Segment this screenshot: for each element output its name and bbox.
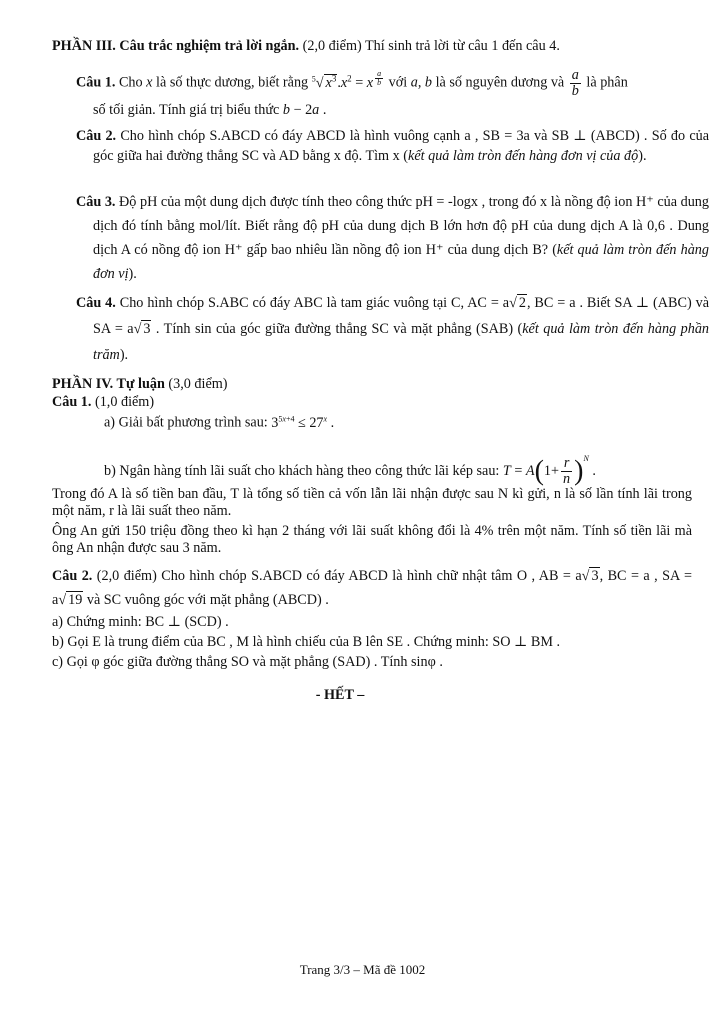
c1-paragraph-1: Trong đó A là số tiền ban đầu, T là tổng số tiền cả vốn lẫn lãi nhận được sau N kì gửi, n là số lần tính lãi trong một năm, r là lãi suất theo năm. — [52, 486, 692, 519]
q1-text: là số thực dương, biết rằng — [152, 74, 312, 91]
part3-question-2 — [76, 126, 709, 166]
c2-label: Câu 2. — [52, 568, 93, 584]
part4-heading-bold: PHẦN IV. Tự luận — [52, 376, 165, 392]
c1-points: (1,0 điểm) — [91, 394, 155, 410]
c1a-text: a) Giải bất phương trình sau: — [104, 414, 272, 431]
q4-text: . Tính sin của góc giữa đường thẳng SC và mặt phẳng (SAB) ( — [151, 321, 523, 337]
q3-text: Độ pH của một dung dịch được tính theo công thức pH = -logx , trong đó x là nồng độ ion H⁺ của dung dịch đó tính bằng mol/lít. Biết rằng độ pH của dung dịch B lớn hơn độ pH của dung dịch A là 0,6 . Dung dịch A có nồng độ ion H⁺ gấp bao nhiêu lần nồng độ ion H⁺ của dung dịch B? ( — [93, 194, 709, 258]
q4-text: , BC = a . Biết SA ⊥ (ABC) và SA = a — [93, 295, 709, 337]
q1-text: là số nguyên dương và — [432, 74, 568, 91]
q1-text: là phân — [582, 74, 628, 91]
c1a-formula: $3^{5x+4} \le 27^x$ . — [271, 414, 335, 431]
page-footer: Trang 3/3 – Mã đề 1002 — [299, 962, 426, 977]
end-mark: - HẾT – — [315, 687, 365, 703]
c2-part-c: c) Gọi φ góc giữa đường thẳng SO và mặt phẳng (SAD) . Tính sinφ . — [52, 654, 443, 670]
q2-label: Câu 2. — [76, 128, 117, 144]
part3-question-1: Câu 1. Cho x là số thực dương, biết rằng $^5$√ $x^3.x^2 = x$ $^{\frac{a}{b}}$ với a, b là số nguyên dương và $\frac{a}{b}$ là phân số tối giản. Tính giá trị biểu thức b − 2a . — [76, 67, 628, 118]
q1-text: số tối giản. Tính giá trị biểu thức — [93, 102, 283, 118]
part4-heading — [52, 376, 692, 394]
c2-part-a: a) Chứng minh: BC ⊥ (SCD) . — [52, 614, 229, 630]
c2-part-b: b) Gọi E là trung điểm của BC , M là hình chiếu của B lên SE . Chứng minh: SO ⊥ BM . — [52, 634, 561, 650]
q2-italic-note: kết quả làm tròn đến hàng đơn vị của độ — [408, 148, 639, 164]
q3-italic-note: kết quả làm tròn đến hàng đơn vị — [93, 242, 709, 282]
q4-italic-note: kết quả làm tròn đến hàng phần trăm — [93, 321, 710, 363]
c1-part-a — [104, 414, 725, 432]
q2-end: ). — [638, 148, 647, 164]
c1b-text: b) Ngân hàng tính lãi suất cho khách hàng theo công thức lãi kép sau: — [104, 463, 503, 479]
q1-formula: $^5$√ $x^3.x^2 = x$ $^{\frac{a}{b}}$ — [311, 69, 382, 91]
q3-end: ). — [128, 266, 137, 282]
part4-question-1-header — [52, 394, 692, 412]
q1-label: Câu 1. — [76, 74, 116, 91]
c1-label: Câu 1. — [52, 394, 92, 410]
c2-text: , BC = a , SA = a — [52, 568, 692, 608]
part3-heading — [52, 38, 692, 56]
c2-text: (2,0 điểm) Cho hình chóp S.ABCD có đáy ABCD là hình chữ nhật tâm O , AB = a — [92, 568, 582, 584]
c1-part-b — [104, 438, 725, 488]
part3-heading-rest: (2,0 điểm) Thí sinh trả lời từ câu 1 đến câu 4. — [299, 38, 560, 54]
c2-text: và SC vuông góc với mặt phẳng (ABCD) . — [83, 592, 329, 608]
q1-text: với — [385, 74, 411, 91]
q3-label: Câu 3. — [76, 194, 116, 210]
compound-interest-formula: T = A(1+ $\frac{r}{n}$ )$^N$ . — [502, 454, 596, 488]
c1-paragraph-2: Ông An gửi 150 triệu đồng theo kì hạn 2 tháng với lãi suất không đổi là 4% trên một năm. Tính số tiền lãi mà ông An nhận được sau 3 năm. — [52, 523, 692, 556]
q4-end: ). — [119, 347, 129, 363]
fraction-a-over-b: $\frac{a}{b}$ — [571, 67, 579, 99]
part4-question-2: Câu 2. (2,0 điểm) Cho hình chóp S.ABCD có đáy ABCD là hình chữ nhật tâm O , AB = a√ 3, BC = a , SA = a√ 19 và SC vuông góc với mặt phẳng (ABCD) . — [52, 568, 692, 608]
part3-question-3 — [76, 190, 709, 286]
q4-label: Câu 4. — [76, 295, 116, 311]
q1-text: Cho — [115, 74, 147, 91]
q4-text: Cho hình chóp S.ABC có đáy ABC là tam giác vuông tại C, AC = a — [115, 295, 510, 311]
part3-heading-bold: PHẦN III. Câu trắc nghiệm trả lời ngắn. — [52, 38, 300, 54]
part3-question-4: Câu 4. Cho hình chóp S.ABC có đáy ABC là tam giác vuông tại C, AC = a√ 2, BC = a . Biết SA ⊥ (ABC) và SA = a√ 3 . Tính sin của góc giữa đường thẳng SC và mặt phẳng (SAB) (kết quả làm tròn đến hàng phần trăm). — [76, 295, 710, 363]
q2-text: Cho hình chóp S.ABCD có đáy ABCD là hình vuông cạnh a , SB = 3a và SB ⊥ (ABCD) . Số đo của góc giữa hai đường thẳng SC và AD bằng x độ. Tìm x ( — [93, 128, 710, 164]
part4-heading-rest: (3,0 điểm) — [164, 376, 228, 392]
